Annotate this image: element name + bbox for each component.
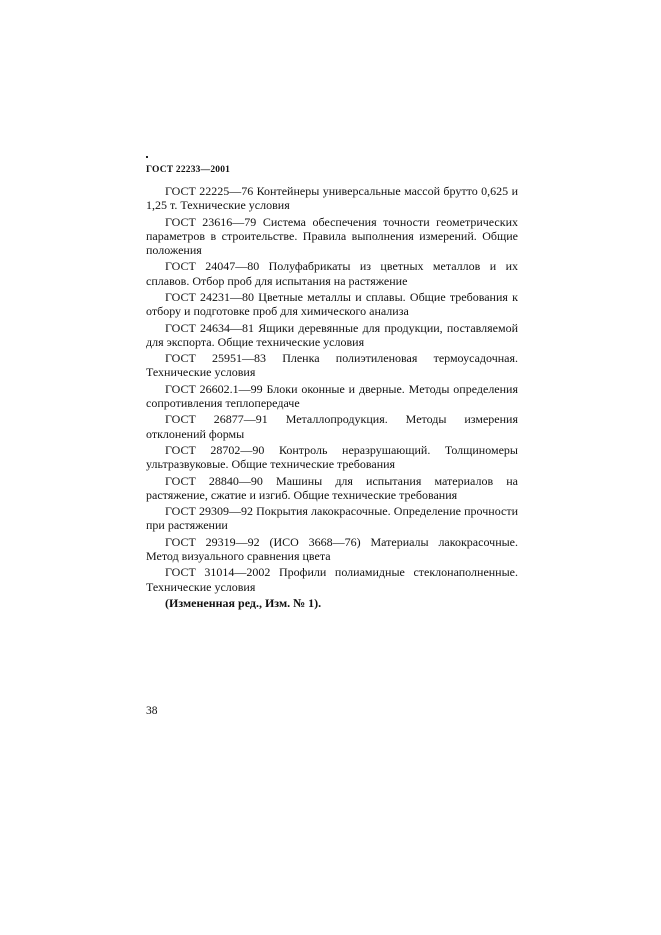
scan-speck [146, 156, 148, 158]
list-item: ГОСТ 26602.1—99 Блоки оконные и дверные. Методы определения сопротивления теплопередаче [146, 381, 518, 410]
list-item: ГОСТ 26877—91 Металлопродукция. Методы измерения отклонений формы [146, 412, 518, 441]
standards-reference-list [146, 184, 518, 610]
document-header: ГОСТ 22233—2001 [146, 165, 231, 175]
list-item: ГОСТ 24047—80 Полуфабрикаты из цветных металлов и их сплавов. Отбор проб для испытания на растяжение [146, 259, 518, 288]
list-item: ГОСТ 28840—90 Машины для испытания материалов на растяжение, сжатие и изгиб. Общие технические требования [146, 473, 518, 502]
list-item: ГОСТ 24634—81 Ящики деревянные для продукции, поставляемой для экспорта. Общие технические условия [146, 320, 518, 349]
list-item: ГОСТ 22225—76 Контейнеры универсальные массой брутто 0,625 и 1,25 т. Технические условия [146, 184, 518, 213]
list-item: ГОСТ 25951—83 Пленка полиэтиленовая термоусадочная. Технические условия [146, 351, 518, 380]
list-item: ГОСТ 29319—92 (ИСО 3668—76) Материалы лакокрасочные. Метод визуального сравнения цвета [146, 534, 518, 563]
list-item: ГОСТ 24231—80 Цветные металлы и сплавы. Общие требования к отбору и подготовке проб для химического анализа [146, 289, 518, 319]
list-item: ГОСТ 31014—2002 Профили полиамидные стеклонаполненные. Технические условия [146, 565, 518, 594]
page-number: 38 [146, 705, 158, 717]
list-item: ГОСТ 23616—79 Система обеспечения точности геометрических параметров в строительстве. Правила выполнения измерений. Общие положения [146, 214, 518, 257]
list-item: ГОСТ 28702—90 Контроль неразрушающий. Толщиномеры ультразвуковые. Общие технические требования [146, 442, 518, 472]
list-item: ГОСТ 29309—92 Покрытия лакокрасочные. Определение прочности при растяжении [146, 504, 518, 533]
amendment-note: (Измененная ред., Изм. № 1). [165, 595, 322, 610]
